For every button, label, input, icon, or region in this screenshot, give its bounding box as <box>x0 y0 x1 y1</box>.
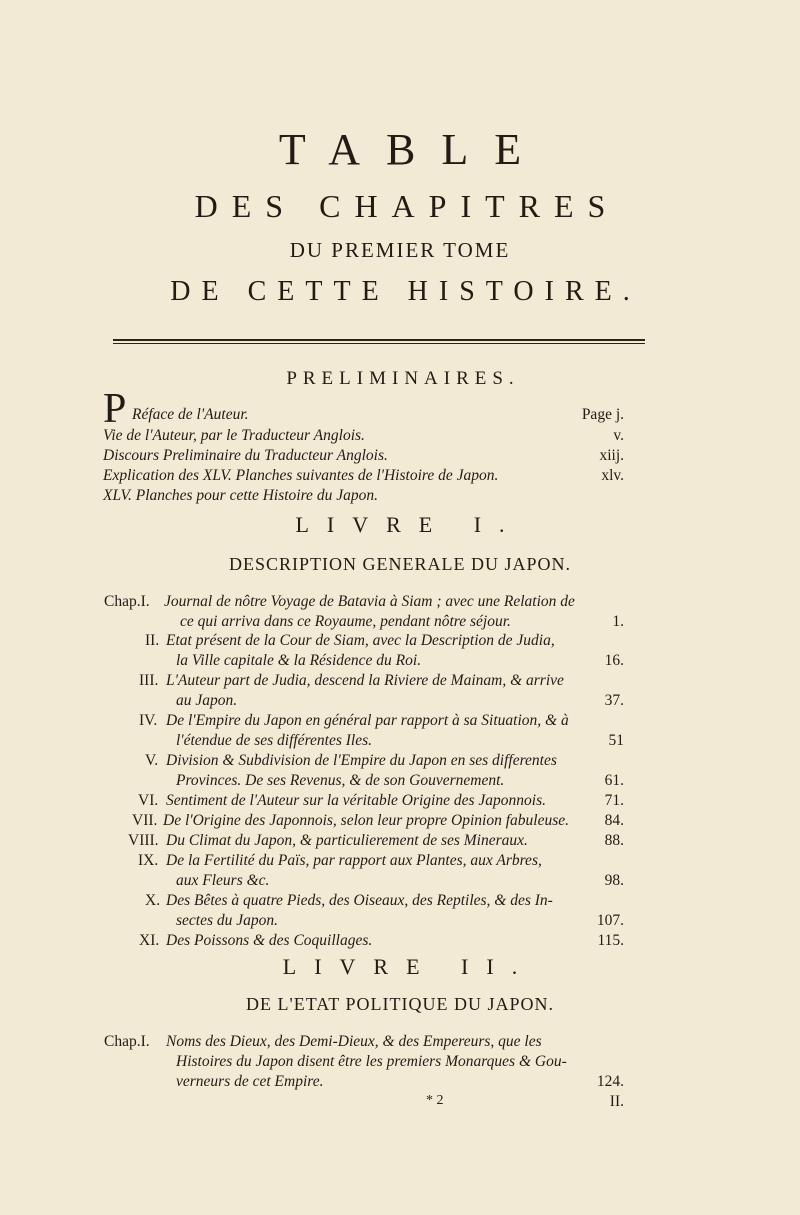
livre-1-heading: LIVRE I. <box>295 512 523 537</box>
toc-entry-page: Page j. <box>581 406 624 423</box>
chapter-row <box>0 613 800 633</box>
toc-entry <box>0 467 800 487</box>
chapter-page: 1. <box>612 613 624 630</box>
chapter-number: Chap.I. <box>104 593 150 610</box>
chapter-number: Chap.I. <box>104 1033 150 1050</box>
chapter-number: V. <box>145 752 159 769</box>
livre-2-heading: LIVRE II. <box>282 954 536 979</box>
chapter-number: X. <box>145 892 161 909</box>
chapter-title: Noms des Dieux, des Demi-Dieux, & des Empereurs, que les <box>166 1033 542 1050</box>
chapter-row <box>0 1033 800 1053</box>
chapter-title: verneurs de cet Empire. <box>176 1073 324 1090</box>
toc-entry-page: xiij. <box>599 447 624 464</box>
toc-entry-title: Réface de l'Auteur. <box>132 406 249 423</box>
chapter-row <box>0 872 800 892</box>
chapter-row <box>0 752 800 772</box>
chapter-row <box>0 1053 800 1073</box>
chapter-page: 88. <box>604 832 624 849</box>
chapter-title: De l'Empire du Japon en général par rapport à sa Situation, & à <box>166 712 569 729</box>
chapter-title: De la Fertilité du Païs, par rapport aux Plantes, aux Arbres, <box>166 852 542 869</box>
toc-entry-title: XLV. Planches pour cette Histoire du Japon. <box>103 487 378 504</box>
chapter-row <box>0 632 800 652</box>
page-title: TABLE <box>278 125 548 174</box>
chapter-page: 98. <box>604 872 624 889</box>
signature-mark: * 2 <box>426 1093 444 1108</box>
chapter-page: 61. <box>604 772 624 789</box>
chapter-title: Etat présent de la Cour de Siam, avec la Description de Judia, <box>166 632 555 649</box>
chapter-page: 124. <box>596 1073 624 1090</box>
chapter-title: L'Auteur part de Judia, descend la Riviere de Mainam, & arrive <box>166 672 564 689</box>
chapter-row <box>0 892 800 912</box>
chapter-row <box>0 593 800 613</box>
toc-entry <box>0 406 800 426</box>
chapter-row <box>0 852 800 872</box>
livre-1-description: DESCRIPTION GENERALE DU JAPON. <box>228 554 571 574</box>
chapter-page: 51 <box>608 732 624 749</box>
chapter-number: VI. <box>138 792 159 809</box>
toc-entry <box>0 487 800 507</box>
chapter-title: Provinces. De ses Revenus, & de son Gouvernement. <box>176 772 505 789</box>
chapter-title: Du Climat du Japon, & particulierement de ses Mineraux. <box>166 832 528 849</box>
chapter-page: 115. <box>597 932 624 949</box>
catchword: II. <box>609 1093 624 1110</box>
chapter-title: De l'Origine des Japonnois, selon leur propre Opinion fabuleuse. <box>163 812 569 829</box>
chapter-number: IV. <box>139 712 158 729</box>
chapter-title: Des Bêtes à quatre Pieds, des Oiseaux, des Reptiles, & des In- <box>166 892 553 909</box>
chapter-title: Des Poissons & des Coquillages. <box>166 932 373 949</box>
toc-entry-title: Explication des XLV. Planches suivantes de l'Histoire de Japon. <box>103 467 499 484</box>
chapter-title: aux Fleurs &c. <box>176 872 270 889</box>
toc-entry <box>0 427 800 447</box>
chapter-row <box>0 672 800 692</box>
page-subtitle: DES CHAPITRES <box>194 188 620 224</box>
toc-entry-title: Discours Preliminaire du Traducteur Anglois. <box>103 447 388 464</box>
chapter-row <box>0 812 800 832</box>
chapter-title: Journal de nôtre Voyage de Batavia à Siam ; avec une Relation de <box>164 593 575 610</box>
chapter-row <box>0 712 800 732</box>
chapter-row <box>0 832 800 852</box>
chapter-title: Histoires du Japon disent être les premiers Monarques & Gou- <box>176 1053 567 1070</box>
chapter-title: la Ville capitale & la Résidence du Roi. <box>176 652 422 669</box>
drop-cap-letter: P <box>103 386 127 432</box>
chapter-page: 84. <box>604 812 624 829</box>
livre-2-description: DE L'ETAT POLITIQUE DU JAPON. <box>246 994 554 1014</box>
chapter-title: sectes du Japon. <box>176 912 279 929</box>
double-rule-divider <box>113 339 645 344</box>
toc-entry-title: Vie de l'Auteur, par le Traducteur Anglois. <box>103 427 365 444</box>
chapter-number: XI. <box>139 932 160 949</box>
chapter-row <box>0 692 800 712</box>
chapter-title: l'étendue de ses différentes Iles. <box>176 732 372 749</box>
chapter-row <box>0 732 800 752</box>
chapter-number: VII. <box>132 812 158 829</box>
chapter-page: 107. <box>596 912 624 929</box>
chapter-title: au Japon. <box>176 692 238 709</box>
chapter-number: II. <box>145 632 160 649</box>
toc-entry <box>0 447 800 467</box>
chapter-row <box>0 792 800 812</box>
chapter-row <box>0 912 800 932</box>
chapter-number: III. <box>139 672 159 689</box>
chapter-title: ce qui arriva dans ce Royaume, pendant nôtre séjour. <box>180 613 511 630</box>
chapter-page: 37. <box>604 692 624 709</box>
chapter-row <box>0 772 800 792</box>
preliminaires-heading: PRELIMINAIRES. <box>286 368 520 389</box>
chapter-row <box>0 932 800 952</box>
chapter-row <box>0 652 800 672</box>
chapter-page: 16. <box>604 652 624 669</box>
toc-entry-page: v. <box>613 427 624 444</box>
chapter-title: Division & Subdivision de l'Empire du Japon en ses differentes <box>166 752 557 769</box>
chapter-number: VIII. <box>128 832 159 849</box>
histoire-line: DE CETTE HISTOIRE. <box>170 276 641 307</box>
chapter-title: Sentiment de l'Auteur sur la véritable Origine des Japonnois. <box>166 792 546 809</box>
tome-line: DU PREMIER TOME <box>289 238 511 262</box>
toc-entry-page: xlv. <box>601 467 624 484</box>
chapter-page: 71. <box>604 792 624 809</box>
chapter-row <box>0 1073 800 1093</box>
chapter-number: IX. <box>138 852 159 869</box>
